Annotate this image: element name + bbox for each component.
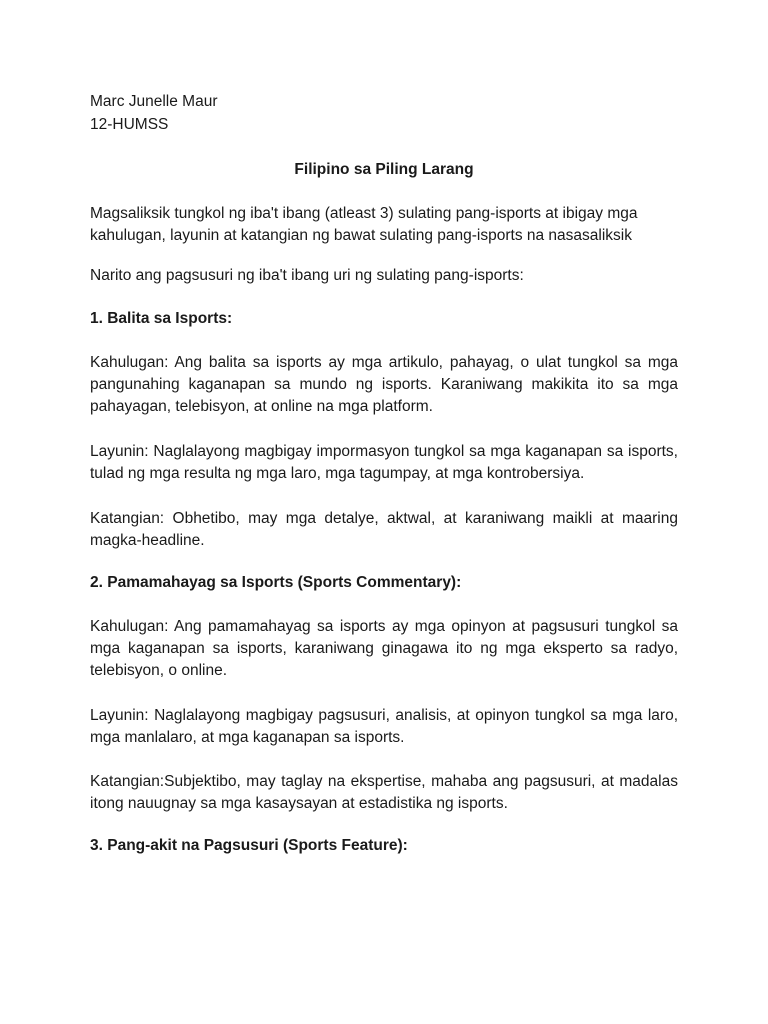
section-1-katangian: Katangian: Obhetibo, may mga detalye, aktwal, at karaniwang maikli at maaring magka-headline. bbox=[90, 510, 678, 549]
section-1-heading: 1. Balita sa Isports: bbox=[90, 310, 233, 327]
section-1-layunin: Layunin: Naglalayong magbigay impormasyon tungkol sa mga kaganapan sa isports, tulad ng mga resulta ng mga laro, mga tagumpay, at mga kontrobersiya. bbox=[90, 443, 678, 482]
section-2-layunin: Layunin: Naglalayong magbigay pagsusuri, analisis, at opinyon tungkol sa mga laro, mga manlalaro, at mga kaganapan sa isports. bbox=[90, 707, 678, 746]
document-title: Filipino sa Piling Larang bbox=[294, 161, 474, 178]
section-1-kahulugan: Kahulugan: Ang balita sa isports ay mga artikulo, pahayag, o ulat tungkol sa mga pangunahing kaganapan sa mundo ng isports. Karaniwang makikita ito sa mga pahayagan, telebisyon, at online na mga platform. bbox=[90, 354, 678, 415]
intro-paragraph: Narito ang pagsusuri ng iba't ibang uri ng sulating pang-isports: bbox=[90, 267, 524, 284]
author-section: 12-HUMSS bbox=[90, 116, 169, 133]
section-3-heading: 3. Pang-akit na Pagsusuri (Sports Feature): bbox=[90, 837, 408, 854]
instruction-paragraph: Magsaliksik tungkol ng iba't ibang (atleast 3) sulating pang-isports at ibigay mga kahulugan, layunin at katangian ng bawat sulating pang-isports na nasasaliksik bbox=[90, 205, 638, 244]
section-2-heading: 2. Pamamahayag sa Isports (Sports Commentary): bbox=[90, 574, 462, 591]
author-name: Marc Junelle Maur bbox=[90, 93, 218, 110]
section-2-kahulugan: Kahulugan: Ang pamamahayag sa isports ay mga opinyon at pagsusuri tungkol sa mga kaganapan sa isports, karaniwang ginagawa ito ng mga eksperto sa radyo, telebisyon, o online. bbox=[90, 618, 678, 679]
section-2-katangian: Katangian:Subjektibo, may taglay na ekspertise, mahaba ang pagsusuri, at madalas itong nauugnay sa mga kasaysayan at estadistika ng isports. bbox=[90, 773, 678, 812]
